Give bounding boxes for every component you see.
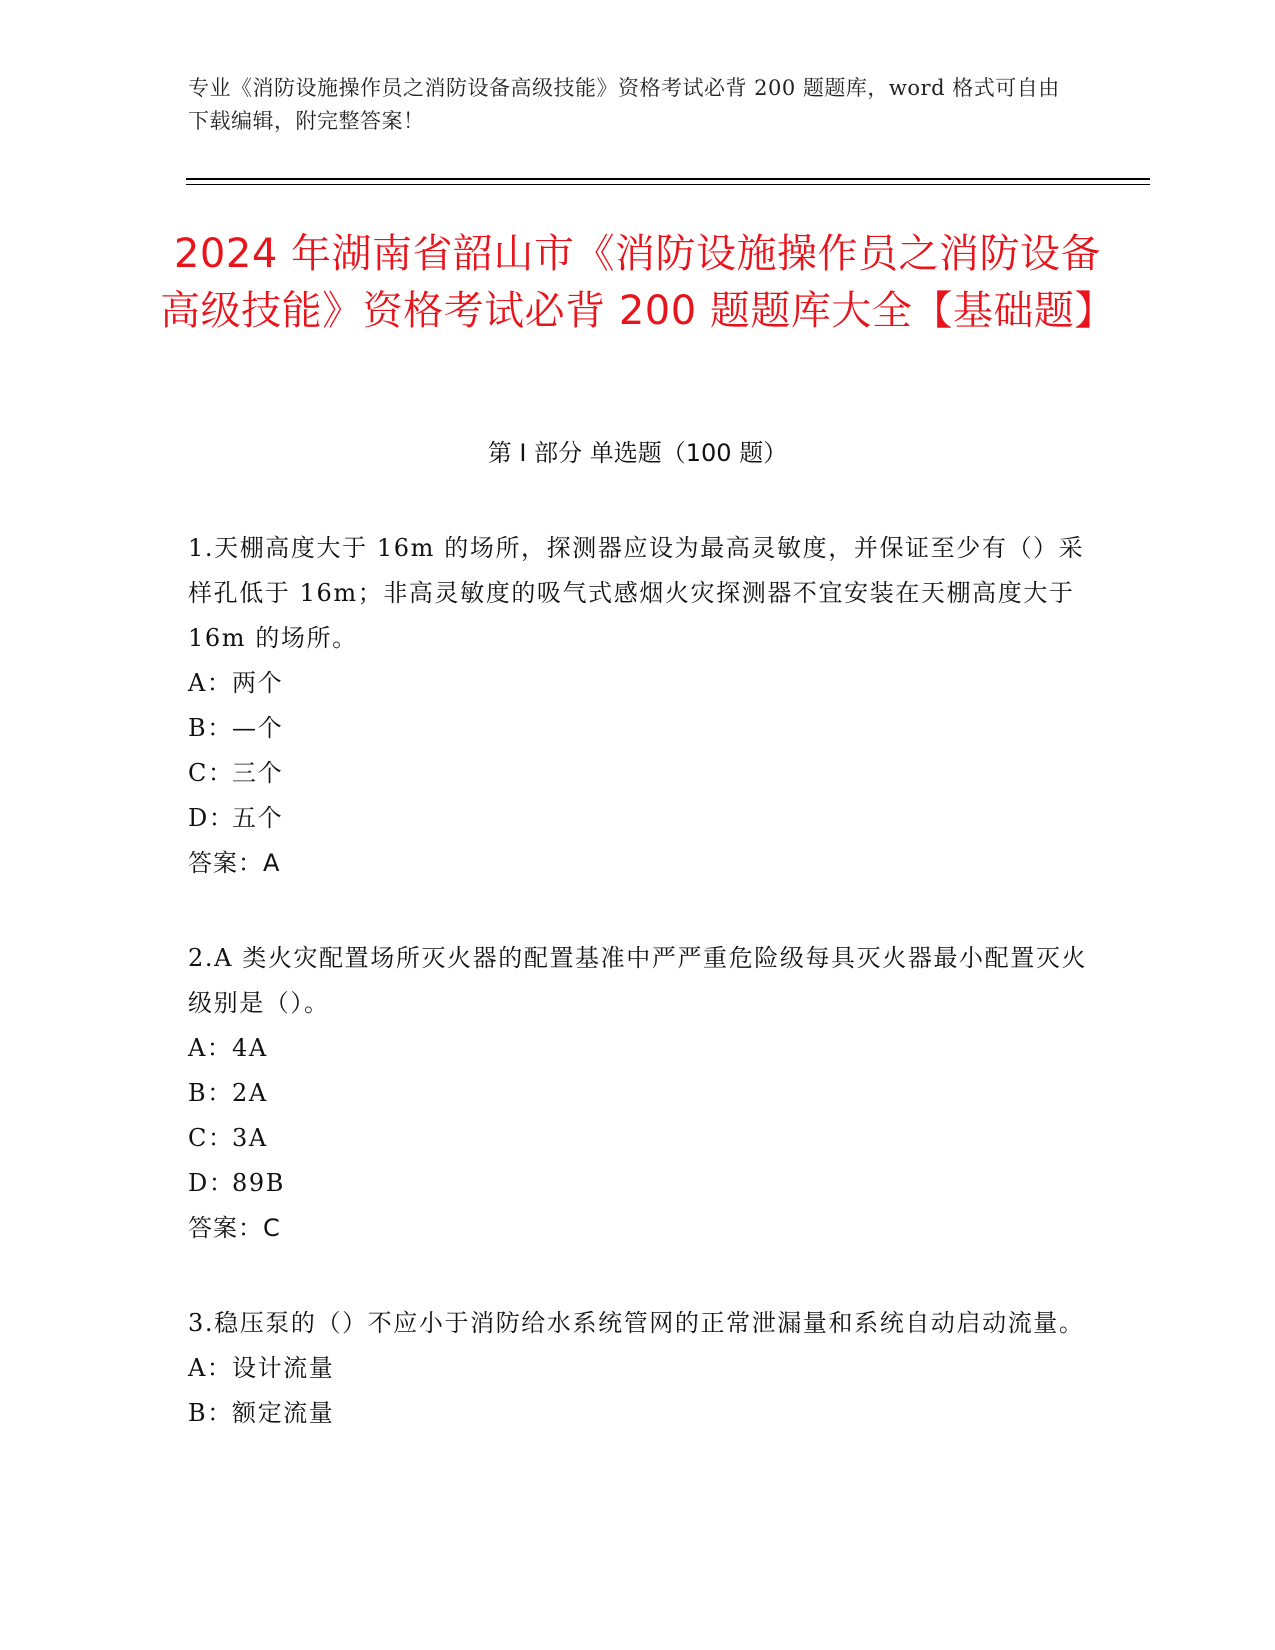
answer-label: 答案： <box>188 1214 263 1242</box>
answer-value: C <box>263 1214 281 1242</box>
option-d <box>188 796 1088 841</box>
question-1 <box>188 526 1088 886</box>
question-text: 1.天棚高度大于 16m 的场所，探测器应设为最高灵敏度，并保证至少有（）采样孔低于 16m；非高灵敏度的吸气式感烟火灾探测器不宜安装在天棚高度大于 16m 的场所。 <box>188 534 1085 652</box>
option-key: D： <box>188 1169 235 1197</box>
option-key: D： <box>188 804 235 832</box>
header-note: 专业《消防设施操作员之消防设备高级技能》资格考试必背 200 题题库，word 格式可自由下载编辑，附完整答案！ <box>188 76 1060 133</box>
header-divider-thin <box>186 184 1150 185</box>
option-a <box>188 661 1088 706</box>
question-text: 2.A 类火灾配置场所灭火器的配置基准中严严重危险级每具灭火器最小配置灭火级别是（）。 <box>188 944 1088 1017</box>
option-value: 4A <box>232 1034 268 1062</box>
header-divider-thick <box>186 178 1150 180</box>
option-value: 两个 <box>232 669 284 697</box>
question-3 <box>188 1301 1088 1436</box>
option-key: A： <box>188 1034 233 1062</box>
option-b <box>188 1071 1088 1116</box>
answer-line <box>188 841 1088 886</box>
answer-value: A <box>263 849 281 877</box>
option-value: 89B <box>232 1169 285 1197</box>
option-key: A： <box>188 1354 233 1382</box>
option-d <box>188 1161 1088 1206</box>
question-list <box>188 526 1088 1486</box>
option-value: 2A <box>232 1079 268 1107</box>
option-a <box>188 1346 1088 1391</box>
option-key: B： <box>188 714 233 742</box>
answer-line <box>188 1206 1088 1251</box>
question-2 <box>188 936 1088 1251</box>
option-key: A： <box>188 669 233 697</box>
option-value: 设计流量 <box>232 1354 335 1382</box>
option-value: 五个 <box>232 804 284 832</box>
option-b <box>188 706 1088 751</box>
option-value: 三个 <box>232 759 284 787</box>
question-text: 3.稳压泵的（）不应小于消防给水系统管网的正常泄漏量和系统自动启动流量。 <box>188 1309 1085 1337</box>
option-key: B： <box>188 1079 233 1107</box>
option-value: 3A <box>232 1124 268 1152</box>
section-heading: 第 I 部分 单选题（100 题） <box>487 439 788 467</box>
option-c <box>188 751 1088 796</box>
option-key: B： <box>188 1399 233 1427</box>
option-b <box>188 1391 1088 1436</box>
option-key: C： <box>188 759 234 787</box>
option-value: 额定流量 <box>232 1399 335 1427</box>
option-c <box>188 1116 1088 1161</box>
option-a <box>188 1026 1088 1071</box>
document-title: 2024 年湖南省韶山市《消防设施操作员之消防设备高级技能》资格考试必背 200 题题库大全【基础题】 <box>160 231 1115 334</box>
option-value: —个 <box>232 714 284 742</box>
option-key: C： <box>188 1124 234 1152</box>
answer-label: 答案： <box>188 849 263 877</box>
